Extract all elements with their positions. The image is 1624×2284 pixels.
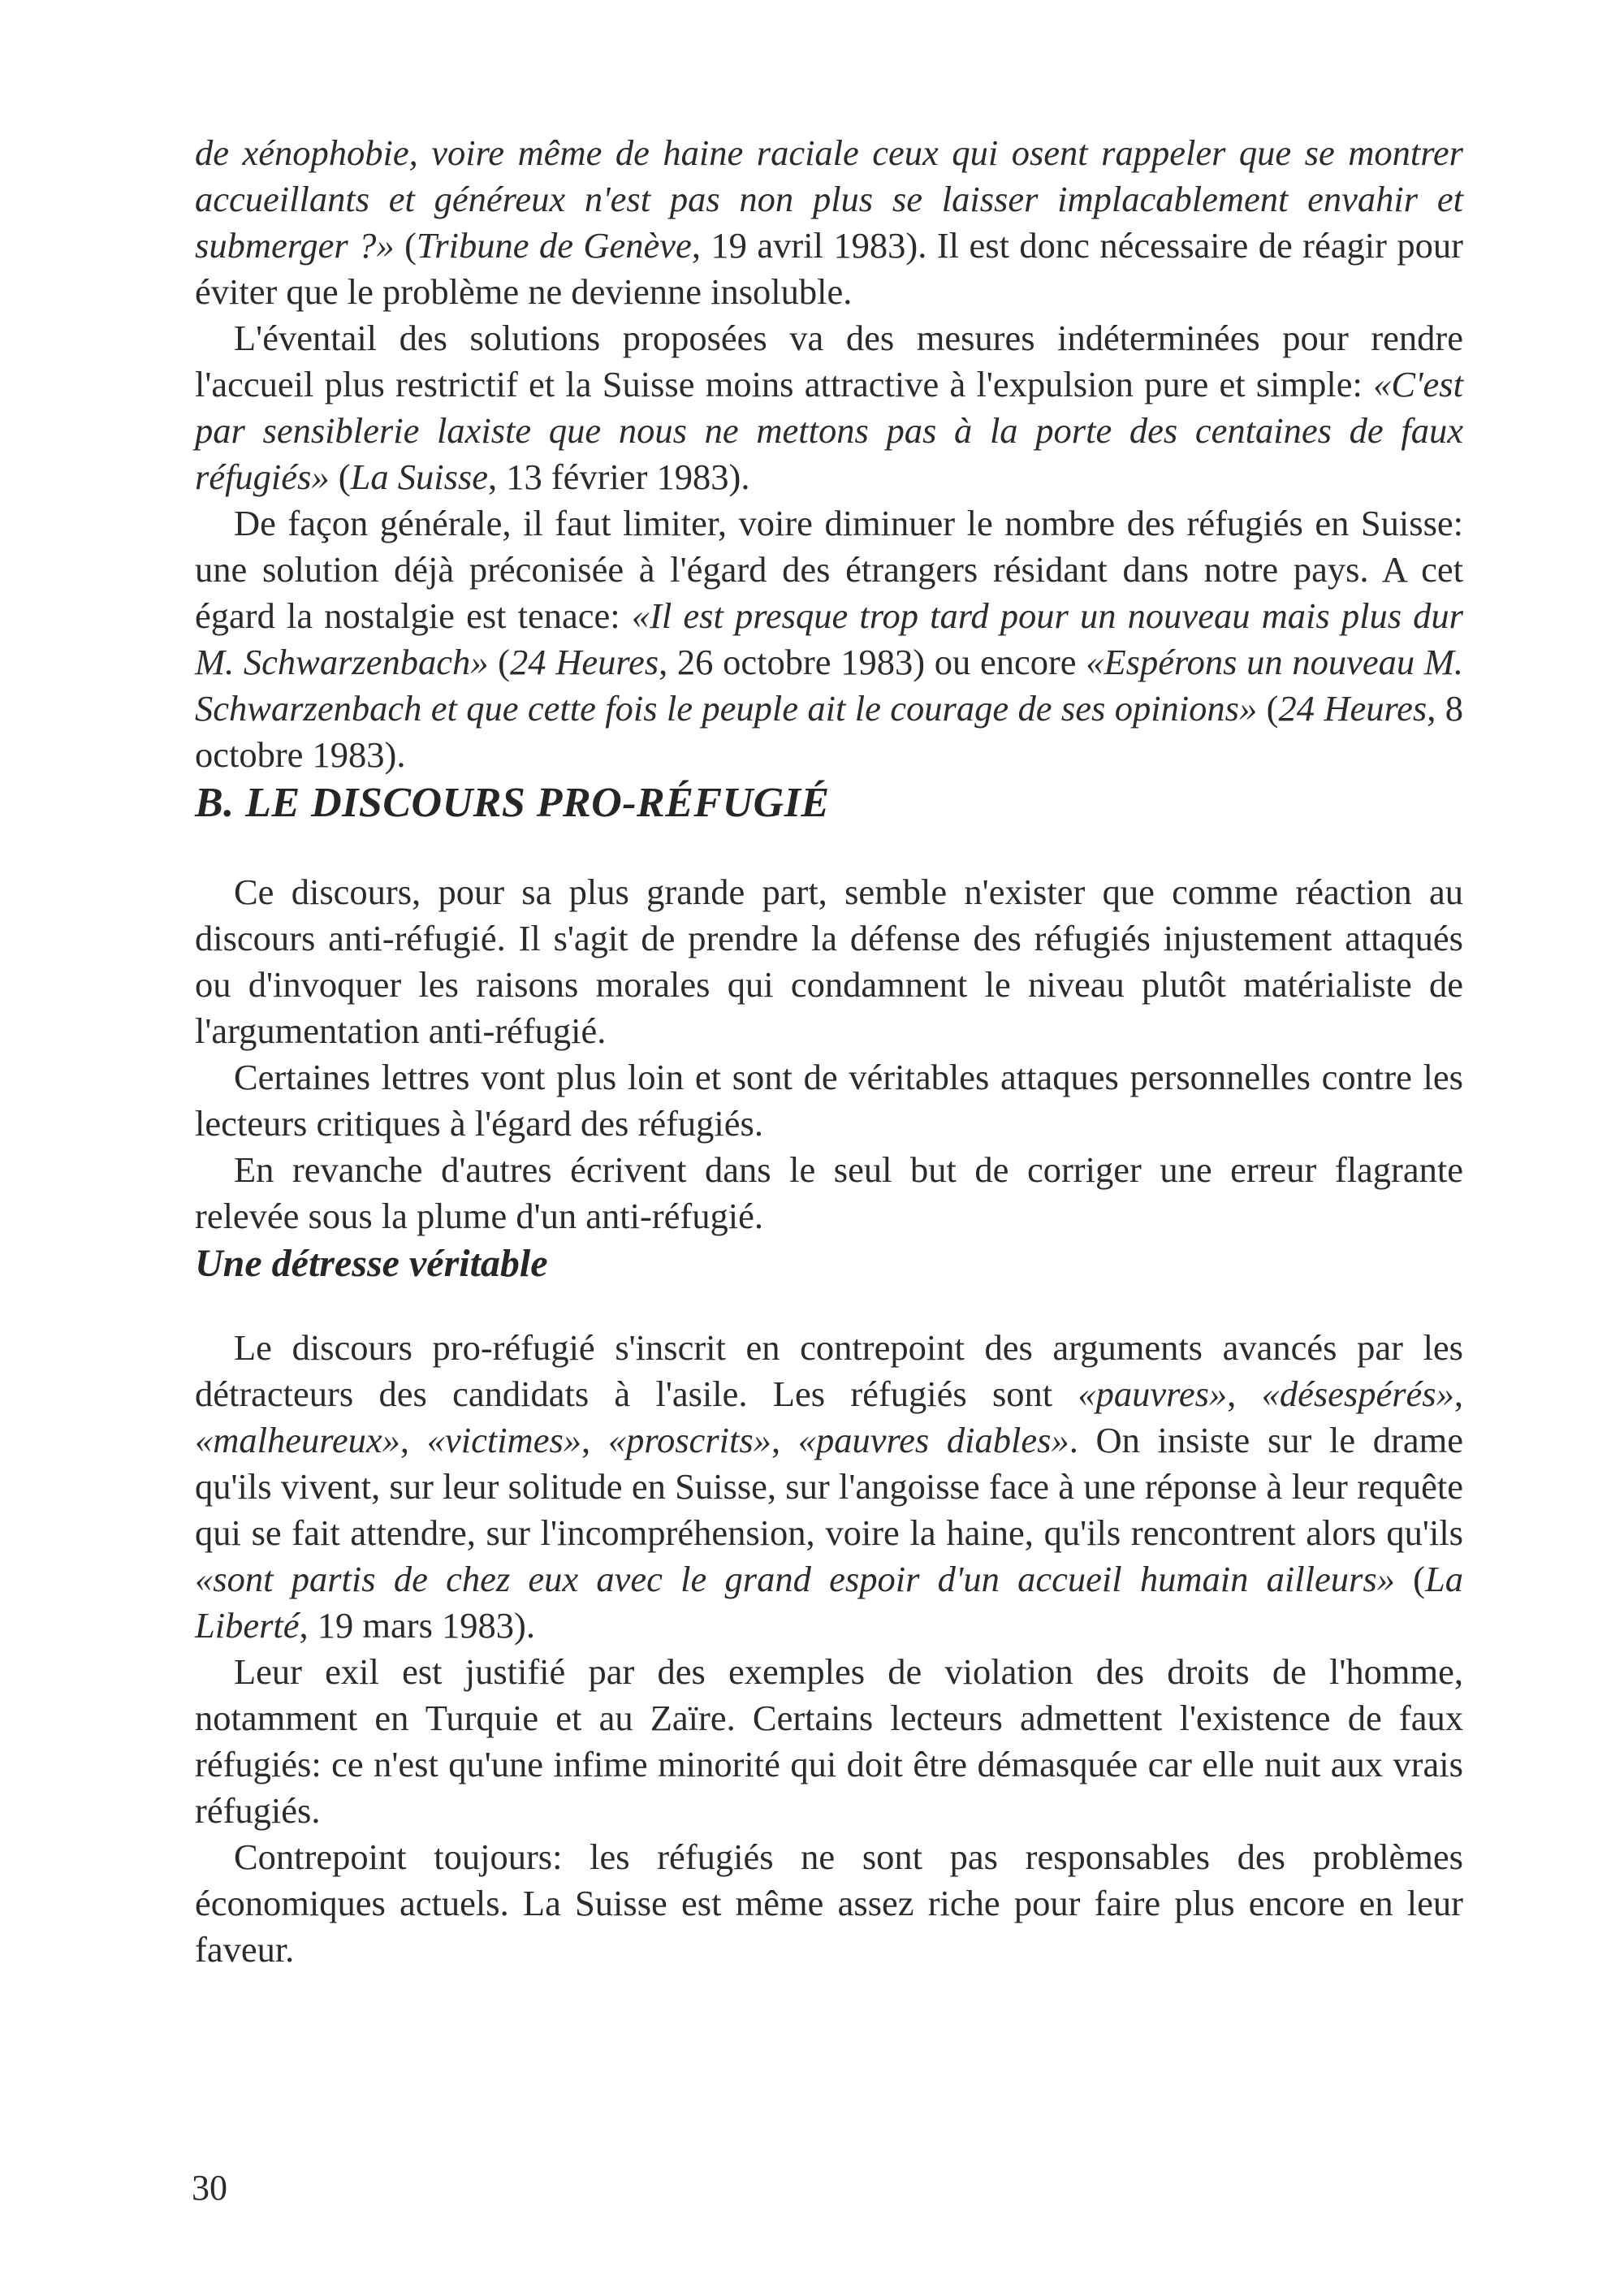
quoted-word: «pauvres diables» <box>797 1420 1069 1460</box>
source-title: 24 Heures <box>510 642 659 682</box>
paragraph <box>195 500 1463 778</box>
text: ( <box>394 225 417 266</box>
quote: de xénophobie, voire même de haine raciale ceux qui osent rappeler que se montrer accueillants et généreux n'est pas non plus se laisser implacablement envahir et submerger ?» <box>195 132 1463 266</box>
paragraph: Leur exil est justifié par des exemples de violation des droits de l'homme, notamment en Turquie et au Zaïre. Certains lecteurs admettent l'existence de faux réfugiés: ce n'est qu'une infime minorité qui doit être démasquée car elle nuit aux vrais réfugiés. <box>195 1651 1463 1831</box>
text: . On insiste sur le drame qu'ils vivent, sur leur solitude en Suisse, sur l'angoisse face à une réponse à leur requête qui se fait attendre, sur l'incompréhension, voire la haine, qu'ils rencontrent alors qu'ils <box>195 1420 1463 1553</box>
text: , <box>581 1420 608 1460</box>
paragraph: Ce discours, pour sa plus grande part, semble n'exister que comme réaction au discours anti-réfugié. Il s'agit de prendre la défense des réfugiés injustement attaqués ou d'invoquer les raisons morales qui condamnent le niveau plutôt matérialiste de l'argumentation anti-réfugié. <box>195 872 1463 1051</box>
subsection-heading: Une détresse véritable <box>195 1242 548 1285</box>
quote: «Il est presque trop tard pour un nouveau mais plus dur M. Schwarzenbach» <box>195 595 1463 682</box>
paragraph <box>195 1325 1463 1649</box>
source-title: Tribune de Genève <box>416 225 692 266</box>
quoted-word: «proscrits» <box>607 1420 771 1460</box>
quoted-word: «victimes» <box>426 1420 582 1460</box>
text: , 8 octobre 1983). <box>195 688 1464 775</box>
text: , 19 mars 1983). <box>299 1605 535 1646</box>
quoted-word: «malheureux» <box>195 1420 400 1460</box>
text: ( <box>488 642 510 682</box>
text: , 13 février 1983). <box>487 456 750 497</box>
paragraph-continued <box>195 130 1463 315</box>
section-heading: B. LE DISCOURS PRO-RÉFUGIÉ <box>195 780 830 826</box>
text: , <box>1227 1373 1262 1414</box>
text: , <box>400 1420 427 1460</box>
paragraph: Certaines lettres vont plus loin et sont de véritables attaques personnelles contre les lecteurs critiques à l'égard des réfugiés. <box>195 1057 1463 1144</box>
text: Le discours pro-réfugié s'inscrit en contrepoint des arguments avancés par les détracteurs des candidats à l'asile. Les réfugiés sont <box>195 1327 1463 1414</box>
page-number: 30 <box>192 2168 227 2208</box>
source-title: La Liberté <box>195 1559 1464 1646</box>
text: , <box>771 1420 798 1460</box>
quote: «C'est par sensiblerie laxiste que nous ne mettons pas à la porte des centaines de faux réfugiés» <box>195 364 1463 497</box>
text: , 19 avril 1983). Il est donc nécessaire de réagir pour éviter que le problème ne devienne insoluble. <box>195 225 1463 312</box>
text: ( <box>1394 1559 1426 1599</box>
quote: «sont partis de chez eux avec le grand espoir d'un accueil humain ailleurs» <box>195 1559 1395 1599</box>
paragraph <box>195 315 1463 500</box>
paragraph: En revanche d'autres écrivent dans le seul but de corriger une erreur flagrante relevée sous la plume d'un anti-réfugié. <box>195 1149 1463 1236</box>
page-content <box>195 130 1463 1973</box>
quoted-word: «désespérés» <box>1261 1373 1454 1414</box>
text: ( <box>329 456 351 497</box>
text: L'éventail des solutions proposées va des mesures indéterminées pour rendre l'accueil plus restrictif et la Suisse moins attractive à l'expulsion pure et simple: <box>195 318 1463 404</box>
source-title: La Suisse <box>350 456 488 497</box>
text: ( <box>1257 688 1279 729</box>
quoted-word: «pauvres» <box>1078 1373 1228 1414</box>
text: , <box>1453 1373 1463 1414</box>
text: , 26 octobre 1983) ou encore <box>659 642 1086 682</box>
source-title: 24 Heures <box>1278 688 1427 729</box>
paragraph: Contrepoint toujours: les réfugiés ne sont pas responsables des problèmes économiques actuels. La Suisse est même assez riche pour faire plus encore en leur faveur. <box>195 1836 1463 1970</box>
text: De façon générale, il faut limiter, voire diminuer le nombre des réfugiés en Suisse: une solution déjà préconisée à l'égard des étrangers résidant dans notre pays. A cet égard la nostalgie est tenace: <box>195 503 1463 636</box>
quote: «Espérons un nouveau M. Schwarzenbach et que cette fois le peuple ait le courage de ses opinions» <box>195 642 1464 729</box>
